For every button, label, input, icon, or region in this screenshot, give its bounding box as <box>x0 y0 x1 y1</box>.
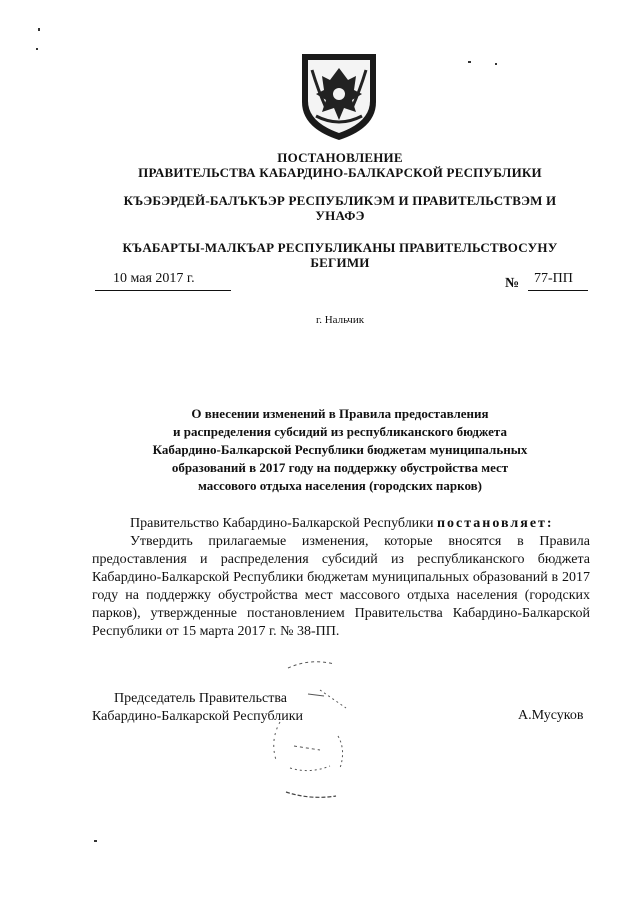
header-government-kbd-2: УНАФЭ <box>315 208 365 223</box>
body-intro: Правительство Кабардино-Балкарской Республики <box>130 516 437 531</box>
signatory-position-line-1: Председатель Правительства <box>114 691 287 706</box>
title-line: образований в 2017 году на поддержку обустройства мест <box>171 460 509 475</box>
header-block-1 <box>20 150 640 180</box>
body-decree-word: постановляет: <box>436 516 554 531</box>
title-line: Кабардино-Балкарской Республики бюджетам муниципальных <box>152 442 528 457</box>
number-sign: № <box>505 276 520 291</box>
header-block-2 <box>20 193 640 223</box>
document-body <box>92 515 590 641</box>
signatory-name: А.Мусуков <box>518 708 584 723</box>
header-decree-word: ПОСТАНОВЛЕНИЕ <box>277 150 403 165</box>
signatory-position-line-2: Кабардино-Балкарской Республики <box>92 709 303 724</box>
body-main-paragraph: Утвердить прилагаемые изменения, которые вносятся в Правила предоставления и распределения субсидий из республиканского бюджета Кабардино-Балкарской Республики бюджетам муниципальных образований в 2017 году на поддержку обустройства мест массового отдыха населения (городских парков), утвержденные постановлением Правительства Кабардино-Балкарской Республики от 15 марта 2017 г. № 38-ПП. <box>92 534 590 639</box>
coat-of-arms-icon <box>296 50 382 142</box>
header-block-3 <box>20 240 640 270</box>
document-title <box>100 405 580 495</box>
header-government-ru: ПРАВИТЕЛЬСТВА КАБАРДИНО-БАЛКАРСКОЙ РЕСПУБЛИКИ <box>138 165 542 180</box>
document-date: 10 мая 2017 г. <box>113 271 195 286</box>
signature-scribble-icon <box>250 650 380 810</box>
title-line: массового отдыха населения (городских парков) <box>197 478 482 493</box>
title-line: О внесении изменений в Правила предоставления <box>191 406 489 421</box>
title-line: и распределения субсидий из республиканского бюджета <box>173 424 507 439</box>
body-intro-paragraph <box>92 515 590 533</box>
number-underline <box>528 290 588 291</box>
header-government-krc-2: БЕГИМИ <box>310 255 370 270</box>
document-number: 77-ПП <box>534 271 573 286</box>
header-government-krc-1: КЪАБАРТЫ-МАЛКЪАР РЕСПУБЛИКАНЫ ПРАВИТЕЛЬСТВОСУНУ <box>122 240 558 255</box>
date-underline <box>95 290 231 291</box>
header-government-kbd-1: КЪЭБЭРДЕЙ-БАЛЪКЪЭР РЕСПУБЛИКЭМ И ПРАВИТЕЛЬСТВЭМ И <box>123 193 557 208</box>
document-city: г. Нальчик <box>315 314 365 326</box>
